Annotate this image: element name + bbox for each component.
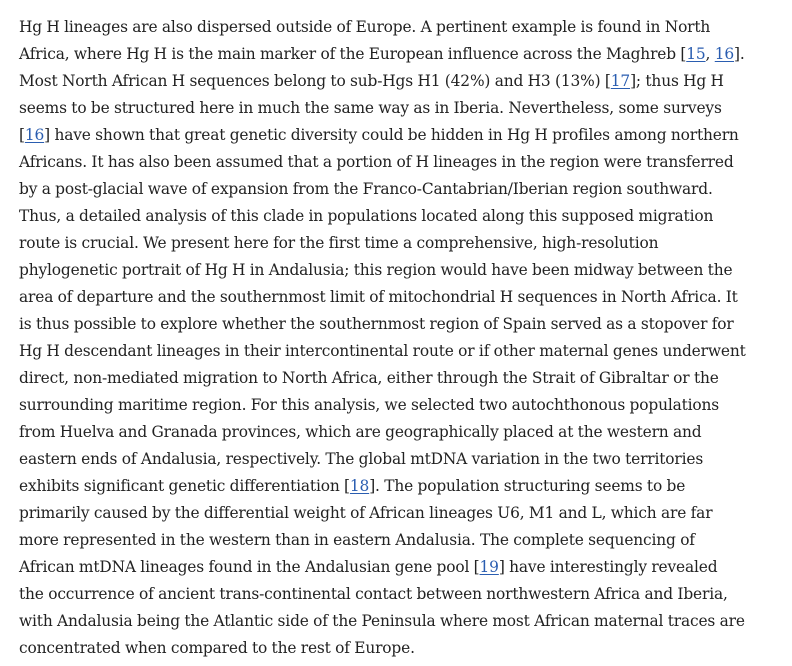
text-segment: Hg H descendant lineages in their intercontinental route or if other maternal genes underwent	[19, 342, 746, 360]
text-segment: from Huelva and Granada provinces, which are geographically placed at the western and	[19, 423, 702, 441]
text-line	[19, 284, 787, 311]
text-segment: phylogenetic portrait of Hg H in Andalusia; this region would have been midway between the	[19, 261, 733, 279]
text-line	[19, 149, 787, 176]
text-line	[19, 338, 787, 365]
text-line	[19, 176, 787, 203]
text-line	[19, 554, 787, 581]
text-line	[19, 473, 787, 500]
citation-link-19[interactable]: 19	[479, 558, 499, 576]
text-line	[19, 500, 787, 527]
text-line	[19, 392, 787, 419]
text-segment: more represented in the western than in eastern Andalusia. The complete sequencing of	[19, 531, 695, 549]
citation-link-16[interactable]: 16	[714, 45, 735, 63]
citation-link-16[interactable]: 16	[24, 126, 45, 144]
citation-link-17[interactable]: 17	[610, 72, 631, 90]
text-segment: Most North African H sequences belong to sub-Hgs H1 (42%) and H3 (13%) [	[19, 72, 611, 90]
text-segment: [	[19, 126, 25, 144]
text-line	[19, 635, 787, 662]
text-segment: route is crucial. We present here for the first time a comprehensive, high-resolution	[19, 234, 659, 252]
text-line	[19, 14, 787, 41]
text-line	[19, 257, 787, 284]
text-segment: direct, non-mediated migration to North Africa, either through the Strait of Gibraltar or the	[19, 369, 719, 387]
text-segment: is thus possible to explore whether the southernmost region of Spain served as a stopover for	[19, 315, 734, 333]
text-segment: ] have shown that great genetic diversity could be hidden in Hg H profiles among northern	[44, 126, 739, 144]
text-segment: ] have interestingly revealed	[498, 558, 718, 576]
article-paragraph	[19, 14, 787, 662]
text-segment: Hg H lineages are also dispersed outside of Europe. A pertinent example is found in North	[19, 18, 711, 36]
text-segment: with Andalusia being the Atlantic side of the Peninsula where most African maternal traces are	[19, 612, 745, 630]
text-segment: concentrated when compared to the rest of Europe.	[19, 639, 415, 657]
text-segment: Thus, a detailed analysis of this clade in populations located along this supposed migration	[19, 207, 714, 225]
text-segment: eastern ends of Andalusia, respectively. The global mtDNA variation in the two territories	[19, 450, 704, 468]
text-line	[19, 41, 787, 68]
text-line	[19, 311, 787, 338]
text-segment: Africa, where Hg H is the main marker of the European influence across the Maghreb [	[19, 45, 687, 63]
text-line	[19, 419, 787, 446]
text-segment: African mtDNA lineages found in the Andalusian gene pool [	[19, 558, 480, 576]
text-segment: exhibits significant genetic differentiation [	[19, 477, 350, 495]
text-segment: primarily caused by the differential weight of African lineages U6, M1 and L, which are far	[19, 504, 713, 522]
text-segment: Africans. It has also been assumed that a portion of H lineages in the region were transferred	[19, 153, 734, 171]
text-line	[19, 230, 787, 257]
text-segment: surrounding maritime region. For this analysis, we selected two autochthonous populations	[19, 396, 720, 414]
text-segment: ].	[734, 45, 745, 63]
text-line	[19, 581, 787, 608]
text-segment: seems to be structured here in much the same way as in Iberia. Nevertheless, some surveys	[19, 99, 722, 117]
text-line	[19, 365, 787, 392]
text-line	[19, 446, 787, 473]
text-line	[19, 527, 787, 554]
text-segment: the occurrence of ancient trans-continental contact between northwestern Africa and Iberia,	[19, 585, 728, 603]
text-line	[19, 203, 787, 230]
text-segment: ,	[705, 45, 715, 63]
text-line	[19, 122, 787, 149]
text-line	[19, 95, 787, 122]
citation-link-15[interactable]: 15	[686, 45, 706, 63]
text-segment: ]; thus Hg H	[630, 72, 724, 90]
text-segment: area of departure and the southernmost limit of mitochondrial H sequences in North Africa. It	[19, 288, 738, 306]
text-line	[19, 608, 787, 635]
text-line	[19, 68, 787, 95]
citation-link-18[interactable]: 18	[349, 477, 370, 495]
text-segment: by a post-glacial wave of expansion from the Franco-Cantabrian/Iberian region southward.	[19, 180, 713, 198]
text-segment: ]. The population structuring seems to be	[369, 477, 686, 495]
